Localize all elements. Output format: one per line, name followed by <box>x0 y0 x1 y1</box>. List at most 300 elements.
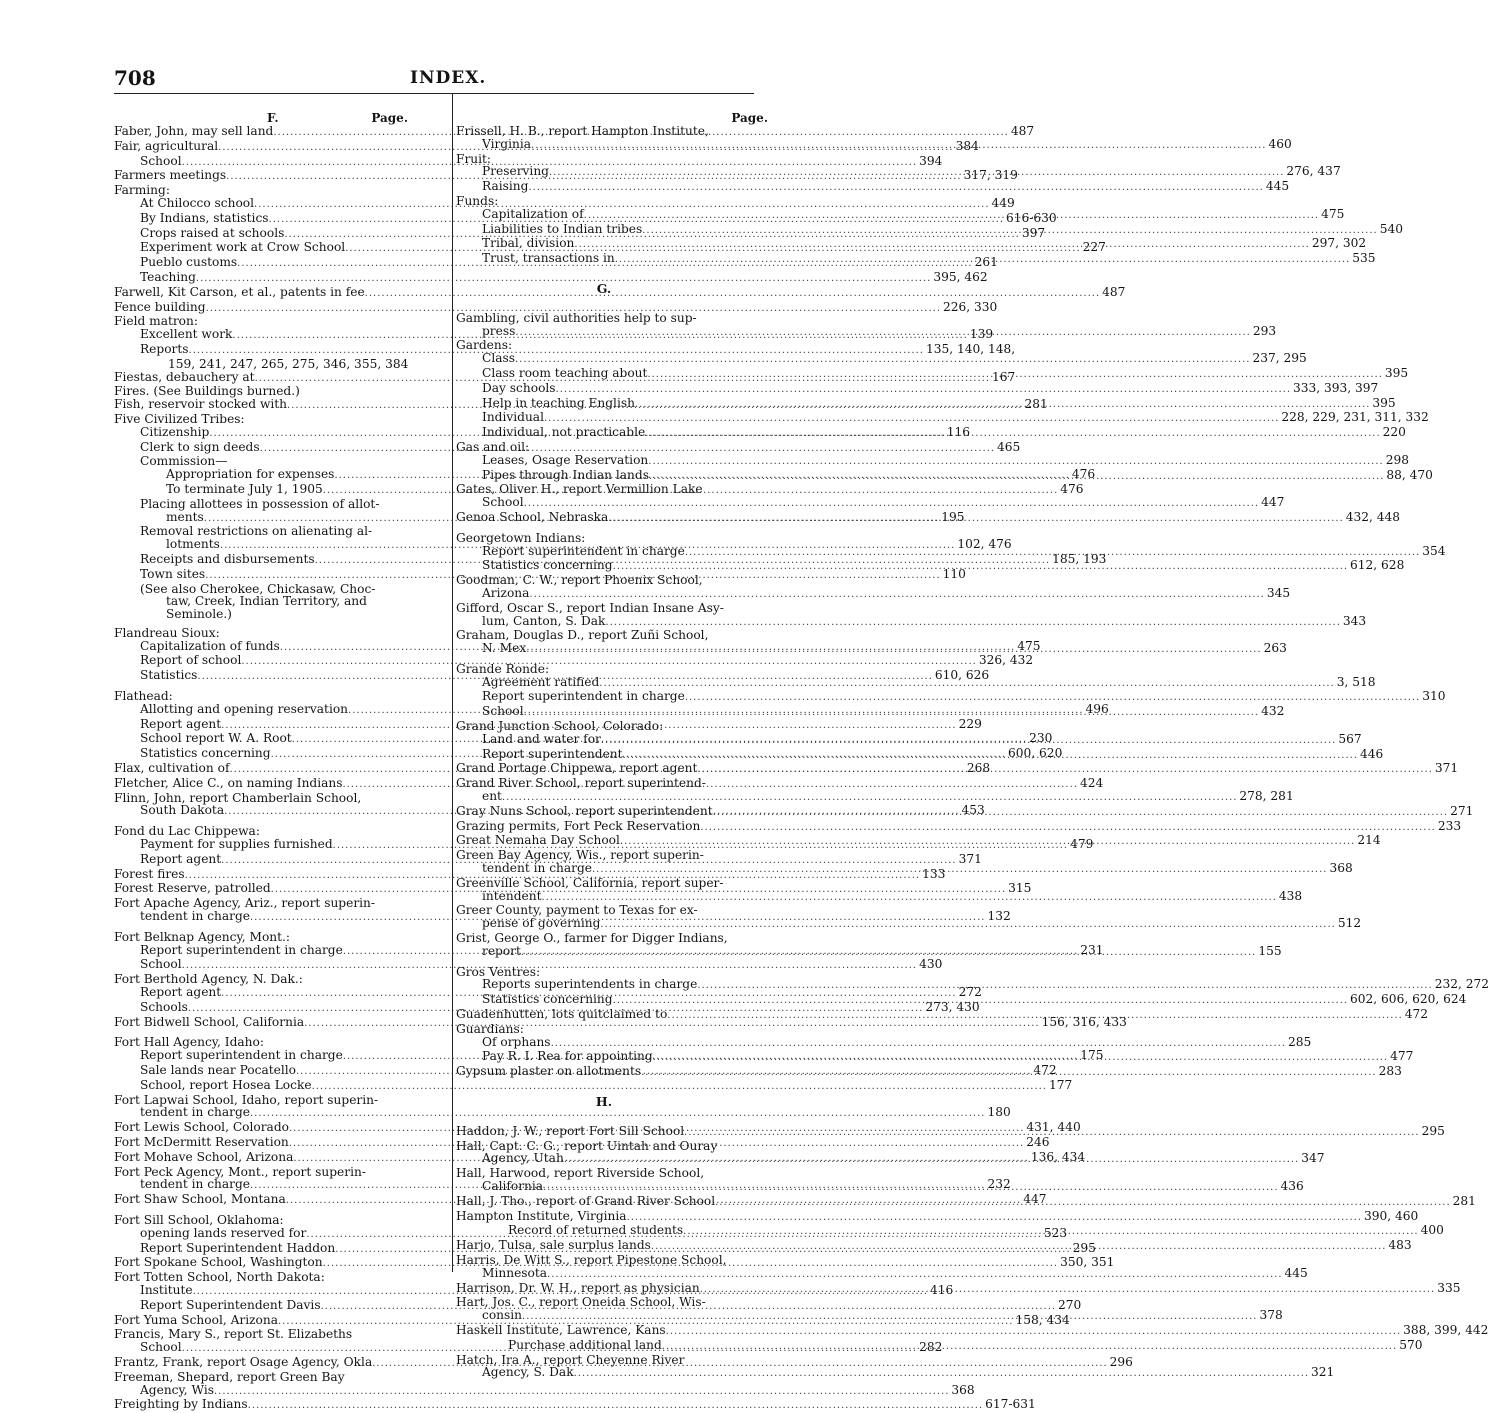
entry-page-ref: 155 <box>1258 943 1282 958</box>
entry-text: Liabilities to Indian tribes <box>482 221 643 236</box>
entry-page-ref: 612, 628 <box>1350 558 1405 573</box>
entry-text: Field matron: <box>114 314 198 329</box>
entry-text: Flax, cultivation of <box>114 761 230 776</box>
entry-text: Schools <box>140 999 188 1014</box>
dot-leader <box>613 995 1348 1008</box>
entry-page-ref: 295 <box>1072 1240 1096 1255</box>
entry-text: Farming: <box>114 183 170 198</box>
entry-text: Green Bay Agency, Wis., report superin- <box>456 848 704 863</box>
entry-text: Fort Apache Agency, Ariz., report superin- <box>114 896 376 911</box>
dot-leader <box>544 413 1279 426</box>
entry-page-ref: 281 <box>1452 1193 1476 1208</box>
entry-text: Excellent work <box>140 327 233 342</box>
index-entry <box>114 1371 408 1384</box>
entry-text: Harjo, Tulsa, sale surplus lands <box>456 1238 651 1253</box>
entry-text: Fort Totten School, North Dakota: <box>114 1270 325 1285</box>
entry-page-ref: 230 <box>1029 731 1053 746</box>
entry-text: report <box>482 943 521 958</box>
entry-text: School <box>140 957 182 972</box>
entry-text: Hampton Institute, Virginia <box>456 1208 627 1223</box>
entry-text: At Chilocco school <box>140 195 255 210</box>
entry-page-ref: 483 <box>1388 1238 1412 1253</box>
entry-page-ref: 397 <box>1021 225 1046 240</box>
entry-text: Removal restrictions on alienating al- <box>140 524 373 539</box>
entry-text: Fiestas, debauchery at <box>114 369 255 384</box>
dot-leader <box>649 471 1384 484</box>
entry-page-ref: 347 <box>1301 1151 1325 1166</box>
entry-text: Agency, S. Dak <box>482 1365 574 1380</box>
dot-leader <box>647 369 1382 382</box>
index-entry <box>114 1077 1073 1094</box>
entry-page-ref: 233 <box>1437 818 1462 833</box>
entry-page-ref: 390, 460 <box>1364 1208 1419 1223</box>
dot-leader <box>521 947 1256 960</box>
entry-text: Great Nemaha Day School <box>456 833 620 848</box>
entry-page-ref: 136, 434 <box>1030 1149 1086 1164</box>
index-entry <box>114 299 998 316</box>
dot-leader <box>531 140 1266 153</box>
entry-page-ref: 395, 462 <box>933 269 988 284</box>
dot-leader <box>713 807 1448 820</box>
entry-text: lotments <box>166 537 220 552</box>
entry-text: ments <box>166 509 204 524</box>
entry-text: Statistics concerning <box>482 992 613 1007</box>
entry-text: Fort Mohave School, Arizona <box>114 1149 294 1164</box>
header-rule <box>114 93 754 94</box>
index-entry <box>456 380 1379 397</box>
entry-text: Individual <box>482 410 544 425</box>
dot-leader <box>502 792 1237 805</box>
entry-page-ref: 394 <box>919 153 943 168</box>
entry-text: Fair, agricultural <box>114 138 219 153</box>
entry-text: Appropriation for expenses <box>166 467 335 482</box>
entry-text: tendent in charge <box>482 861 592 876</box>
dot-leader <box>641 1067 1376 1080</box>
entry-page-ref: 261 <box>974 255 998 270</box>
entry-text: Hatch, Ira A., report Cheyenne River <box>456 1352 685 1367</box>
entry-page-ref: 475 <box>1017 638 1041 653</box>
entry-page-ref: 431, 440 <box>1026 1120 1081 1135</box>
entry-text: Forest Reserve, patrolled <box>114 881 271 896</box>
entry-page-ref: 567 <box>1338 731 1362 746</box>
dot-leader <box>627 1212 1362 1225</box>
entry-page-ref: 272 <box>958 985 982 1000</box>
running-head-title: INDEX. <box>410 68 487 88</box>
index-entry <box>114 498 408 511</box>
entry-page-ref: 395 <box>1384 365 1409 380</box>
dot-leader <box>529 589 1264 602</box>
entry-text: Gifford, Oscar S., report Indian Insane Asy- <box>456 600 724 615</box>
entry-text: Harris, De Witt S., report Pipestone School, <box>456 1252 727 1267</box>
entry-page-ref: 180 <box>987 1105 1011 1120</box>
entry-text: Agency, Utah <box>482 1151 564 1166</box>
entry-text: tendent in charge <box>140 909 250 924</box>
dot-leader <box>543 1182 1278 1195</box>
entry-text: Land and water for <box>482 731 601 746</box>
index-entry <box>114 358 408 371</box>
entry-text: Fort Lapwai School, Idaho, report superin- <box>114 1092 379 1107</box>
index-entry <box>114 942 1104 959</box>
dot-leader <box>685 547 1420 560</box>
entry-page-ref: 445 <box>1265 179 1290 194</box>
entry-text: Crops raised at schools <box>140 225 285 240</box>
entry-page-ref: 175 <box>1080 1048 1104 1063</box>
dot-leader <box>697 761 1432 777</box>
entry-page-ref: 110 <box>942 566 966 581</box>
dot-leader <box>653 1052 1388 1065</box>
entry-page-ref: 232, 272 <box>1434 977 1489 992</box>
section-letter-g: G. <box>596 280 612 296</box>
entry-text: Grist, George O., farmer for Digger Indians, <box>456 931 728 946</box>
entry-page-ref: 263 <box>1263 641 1287 656</box>
entry-text: Goodman, C. W., report Phoenix School, <box>456 573 703 588</box>
entry-text: Gambling, civil authorities help to sup- <box>456 310 697 325</box>
entry-text: Gray Nuns School, report superintendent <box>456 803 713 818</box>
entry-text: Hall, Capt. C. G., report Uintah and Ouray <box>456 1138 718 1153</box>
index-entry <box>456 1365 1335 1381</box>
dot-leader <box>601 735 1336 748</box>
entry-text: Raising <box>482 179 529 194</box>
entry-page-ref: 438 <box>1278 888 1303 903</box>
entry-page-ref: 447 <box>1023 1192 1047 1207</box>
entry-text: Gas and oil: <box>456 439 530 454</box>
entry-text: lum, Canton, S. Dak <box>482 613 606 628</box>
entry-text: Report superintendent in charge <box>482 689 685 704</box>
index-entry <box>456 977 1489 993</box>
index-entry <box>456 452 1409 469</box>
index-entry <box>456 495 1285 511</box>
entry-page-ref: 475 <box>1321 206 1345 221</box>
entry-text: Report superintendent <box>482 746 623 761</box>
dot-leader <box>667 1010 1402 1023</box>
index-entry <box>456 1208 1419 1225</box>
entry-page-ref: 321 <box>1311 1365 1335 1380</box>
dot-leader <box>584 210 1319 223</box>
entry-text: Leases, Osage Reservation <box>482 452 649 467</box>
entry-page-ref: 195 <box>941 509 965 524</box>
entry-page-ref: 133 <box>922 866 946 881</box>
dot-leader <box>592 864 1327 877</box>
entry-page-ref: 167 <box>992 369 1016 384</box>
entry-text: Hall, J. Tho., report of Grand River School <box>456 1193 716 1208</box>
entry-page-ref: 281 <box>1024 397 1048 412</box>
entry-text: Experiment work at Crow School <box>140 240 346 255</box>
entry-text: tendent in charge <box>140 1177 250 1192</box>
dot-leader <box>715 1197 1450 1210</box>
entry-text: Pipes through Indian lands <box>482 467 649 482</box>
entry-text: Gros Ventres: <box>456 964 541 979</box>
index-entry <box>456 1322 1489 1339</box>
entry-text: Frissell, H. B., report Hampton Institute, <box>456 124 709 138</box>
index-entry <box>114 1105 1011 1121</box>
entry-page-ref: 453 <box>961 803 985 818</box>
entry-page-ref: 343 <box>1342 613 1367 628</box>
index-entry <box>456 1254 752 1267</box>
entry-text: Commission— <box>140 454 228 469</box>
section-letter-f: F. <box>267 111 279 125</box>
entry-text: Teaching <box>140 269 196 284</box>
entry-text: Citizenship <box>140 424 210 439</box>
index-entry <box>456 1034 1312 1051</box>
entry-text: Funds: <box>456 193 499 208</box>
entry-page-ref: 447 <box>1261 495 1285 510</box>
index-entry <box>114 1214 408 1227</box>
entry-page-ref: 139 <box>969 327 994 342</box>
entry-text: Arizona <box>482 585 530 600</box>
entry-text: Flathead: <box>114 689 173 704</box>
dot-leader <box>248 1400 983 1413</box>
entry-text: Genoa School, Nebraska <box>456 509 609 524</box>
entry-text: Flandreau Sioux: <box>114 625 220 640</box>
entry-text: Haddon, J. W., report Fort Sill School <box>456 1123 685 1138</box>
entry-text: consin <box>482 1308 523 1323</box>
entry-text: Individual, not practicable <box>482 425 646 440</box>
entry-text: Fletcher, Alice C., on naming Indians <box>114 775 343 790</box>
entry-page-ref: 297, 302 <box>1311 236 1367 251</box>
dot-leader <box>666 1326 1401 1339</box>
index-entry <box>456 613 1367 630</box>
entry-text: Reports superintendents in charge <box>482 977 698 992</box>
entry-text: tendent in charge <box>140 1105 250 1120</box>
index-entry <box>456 585 1291 602</box>
entry-text: Capitalization of funds <box>140 638 280 653</box>
index-entry <box>114 525 408 538</box>
entry-page-ref: 3, 518 <box>1336 674 1376 689</box>
entry-text: Gates, Oliver H., report Vermillion Lake <box>456 482 703 497</box>
dot-leader <box>574 1368 1309 1381</box>
entry-text: Fort Peck Agency, Mont., report superin- <box>114 1164 366 1179</box>
index-entry <box>456 689 1446 705</box>
index-entry <box>456 574 752 587</box>
entry-text: Guadenhutten, lots quitclaimed to <box>456 1007 668 1022</box>
entry-text: Town sites <box>140 566 206 581</box>
dot-leader <box>528 182 1263 195</box>
dot-leader <box>524 498 1259 511</box>
index-entry <box>456 312 752 325</box>
index-entry <box>456 125 752 138</box>
entry-text: Payment for supplies furnished <box>140 837 333 852</box>
entry-text: Freighting by Indians <box>114 1397 248 1412</box>
entry-text: Capitalization of <box>482 206 584 221</box>
entry-text: Grazing permits, Fort Peck Reservation <box>456 818 701 833</box>
entry-text: Virginia <box>482 136 532 151</box>
index-entry <box>114 627 408 640</box>
index-entry <box>114 1397 1036 1413</box>
entry-page-ref: 156, 316, 433 <box>1041 1014 1127 1029</box>
entry-page-ref: 214 <box>1357 833 1381 848</box>
entry-text: intendent <box>482 888 542 903</box>
entry-page-ref: 446 <box>1360 746 1384 761</box>
entry-text: Greer County, payment to Texas for ex- <box>456 903 698 918</box>
entry-page-ref: 476 <box>1071 467 1096 482</box>
entry-text: Report Superintendent Haddon <box>140 1240 336 1255</box>
entry-page-ref: 293 <box>1252 323 1277 338</box>
dot-leader <box>515 327 1250 340</box>
page-label: Page. <box>731 111 768 125</box>
entry-page-ref: 158, 434 <box>1015 1312 1070 1327</box>
entry-text: Reports <box>140 341 189 356</box>
index-entry <box>456 441 752 454</box>
entry-text: School <box>482 704 524 719</box>
entry-text: School <box>140 1340 182 1355</box>
entry-page-ref: 135, 140, 148, <box>925 341 1016 356</box>
dot-leader <box>608 509 1343 526</box>
entry-page-ref: 371 <box>958 851 982 866</box>
entry-text: Pay R. I. Rea for appointing <box>482 1049 653 1064</box>
entry-page-ref: 476 <box>1060 481 1084 496</box>
spacer <box>456 1109 752 1125</box>
entry-page-ref: 523 <box>1043 1225 1068 1240</box>
entry-text: Fort Yuma School, Arizona <box>114 1312 278 1327</box>
entry-page-ref: 388, 399, 442 <box>1403 1322 1489 1337</box>
entry-page-ref: 477 <box>1390 1049 1414 1064</box>
dot-leader <box>645 424 1380 441</box>
entry-page-ref: 368 <box>951 1382 975 1397</box>
entry-text: Fish, reservoir stocked with <box>114 397 288 412</box>
entry-text: Agency, Wis <box>140 1382 214 1397</box>
index-entry <box>456 877 752 890</box>
entry-text: California <box>482 1178 544 1193</box>
entry-text: Frantz, Frank, report Osage Agency, Okla <box>114 1354 373 1369</box>
entry-text: Harrison, Dr. W. H., report as physician <box>456 1280 700 1295</box>
entry-text: Seminole.) <box>166 607 232 622</box>
entry-text: Purchase additional land <box>508 1337 662 1352</box>
index-entry <box>456 195 752 208</box>
entry-text: Help in teaching English <box>482 395 635 410</box>
dot-leader <box>697 980 1432 993</box>
index-entry <box>114 284 1126 301</box>
entry-text: Hart, Jos. C., report Oneida School, Wis- <box>456 1295 706 1310</box>
entry-page-ref: 496 <box>1085 701 1109 716</box>
entry-text: Hall, Harwood, report Riverside School, <box>456 1166 705 1181</box>
entry-page-ref: 472 <box>1404 1007 1429 1022</box>
entry-page-ref: 570 <box>1399 1337 1423 1352</box>
entry-page-ref: 512 <box>1337 916 1362 931</box>
entry-text: Report agent <box>140 716 222 731</box>
entry-page-ref: 298 <box>1385 452 1409 467</box>
entry-text: Graham, Douglas D., report Zuñi School, <box>456 628 709 643</box>
entry-page-ref: 432 <box>1261 704 1285 719</box>
index-entry <box>114 1382 975 1399</box>
page-label: Page. <box>371 111 408 125</box>
entry-text: Clerk to sign deeds <box>140 439 260 454</box>
entry-text: South Dakota <box>140 803 225 818</box>
dot-leader <box>556 384 1291 397</box>
entry-page-ref: 479 <box>1070 837 1094 852</box>
entry-page-ref: 449 <box>991 195 1015 210</box>
entry-page-ref: 350, 351 <box>1060 1255 1115 1270</box>
entry-text: Grand Portage Chippewa, report agent <box>456 761 698 776</box>
entry-text: taw, Creek, Indian Territory, and <box>166 594 367 609</box>
entry-page-ref: 616-630 <box>1006 210 1057 225</box>
index-entry <box>456 663 752 676</box>
entry-text: Day schools <box>482 380 556 395</box>
entry-page-ref: 602, 606, 620, 624 <box>1350 992 1467 1007</box>
dot-leader <box>623 750 1358 763</box>
entry-page-ref: 472 <box>1033 1063 1057 1077</box>
index-entry <box>456 602 752 615</box>
entry-page-ref: 159, 241, 247, 265, 275, 346, 355, 384 <box>168 356 409 371</box>
entry-text: Grand Junction School, Colorado: <box>456 719 664 734</box>
entry-page-ref: 278, 281 <box>1239 789 1294 804</box>
entry-text: Fort McDermitt Reservation <box>114 1134 289 1149</box>
dot-leader <box>605 617 1340 630</box>
entry-text: Report superintendent in charge <box>140 1048 343 1063</box>
dot-leader <box>620 836 1355 852</box>
index-entry <box>456 932 752 945</box>
dot-leader <box>549 167 1284 183</box>
index-entry <box>114 690 408 703</box>
entry-page-ref: 270 <box>1058 1297 1082 1312</box>
entry-page-ref: 246 <box>1026 1134 1050 1149</box>
entry-page-ref: 436 <box>1280 1178 1304 1193</box>
dot-leader <box>683 1226 1418 1239</box>
entry-text: Statistics <box>140 668 198 683</box>
entry-text: Statistics concerning <box>140 746 271 761</box>
dot-leader <box>642 225 1377 238</box>
index-entry <box>456 720 752 733</box>
entry-page-ref: 326, 432 <box>978 653 1034 668</box>
dot-leader <box>635 399 1370 412</box>
index-entry <box>456 1023 752 1036</box>
index-entry <box>114 608 408 621</box>
index-entry <box>114 595 408 608</box>
entry-text: Haskell Institute, Lawrence, Kans <box>456 1322 666 1337</box>
dot-leader <box>551 1038 1286 1051</box>
dot-leader <box>700 822 1435 835</box>
dot-leader <box>574 239 1309 255</box>
entry-text: Preserving <box>482 164 549 179</box>
entry-text: Fort Lewis School, Colorado <box>114 1120 289 1135</box>
index-entry <box>456 818 1462 835</box>
entry-page-ref: 384 <box>955 138 979 153</box>
index-entry <box>456 410 1429 426</box>
entry-text: Faber, John, may sell land <box>114 124 274 138</box>
entry-text: Flinn, John, report Chamberlain School, <box>114 790 362 805</box>
entry-text: Report Superintendent Davis <box>140 1297 321 1312</box>
entry-text: Fond du Lac Chippewa: <box>114 824 260 839</box>
entry-page-ref: 460 <box>1268 136 1292 151</box>
entry-text: Grande Ronde: <box>456 661 550 676</box>
entry-page-ref: 368 <box>1329 861 1353 876</box>
dot-leader <box>684 1127 1419 1140</box>
entry-text: Francis, Mary S., report St. Elizabeths <box>114 1327 353 1342</box>
entry-text: Fort Berthold Agency, N. Dak.: <box>114 972 303 987</box>
dot-leader <box>685 692 1420 705</box>
entry-text: Gypsum plaster on allotments <box>456 1064 642 1079</box>
entry-page-ref: 220 <box>1382 425 1406 440</box>
dot-leader <box>648 456 1383 469</box>
entry-text: Sale lands near Pocatello <box>140 1063 296 1077</box>
entry-page-ref: 88, 470 <box>1386 467 1433 482</box>
entry-page-ref: 228, 229, 231, 311, 332 <box>1281 410 1429 425</box>
entry-text: Report superintendent in charge <box>482 543 685 558</box>
entry-text: Forest fires <box>114 866 185 881</box>
entry-page-ref: 333, 393, 397 <box>1293 380 1379 395</box>
entry-text: Fort Belknap Agency, Mont.: <box>114 929 291 944</box>
entry-page-ref: 132 <box>987 909 1011 924</box>
entry-page-ref: 283 <box>1378 1064 1402 1079</box>
entry-page-ref: 430 <box>919 957 943 972</box>
entry-text: opening lands reserved for <box>140 1225 307 1240</box>
entry-text: Class room teaching about <box>482 365 648 380</box>
entry-page-ref: 116 <box>946 424 971 439</box>
entry-page-ref: 371 <box>1434 761 1459 776</box>
entry-page-ref: 185, 193 <box>1052 551 1107 566</box>
entry-page-ref: 487 <box>1102 284 1126 299</box>
entry-text: Class <box>482 351 515 366</box>
entry-text: pense of governing <box>482 916 601 931</box>
